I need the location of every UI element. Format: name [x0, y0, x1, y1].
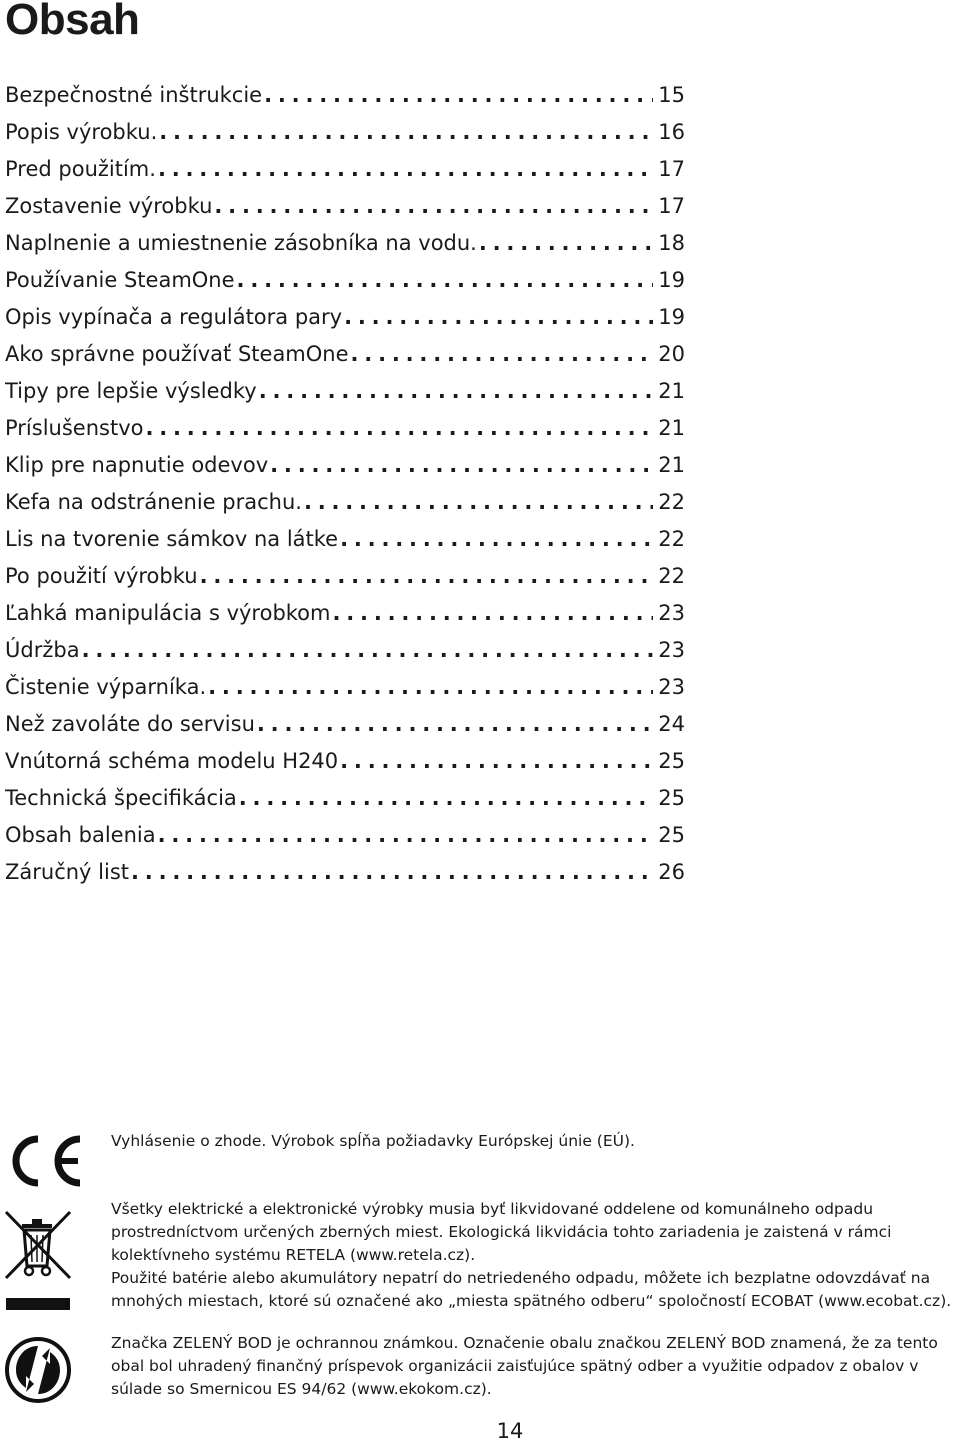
weee-disposal-notice	[111, 1198, 956, 1313]
green-dot-notice-line: Značka ZELENÝ BOD je ochrannou známkou. Označenie obalu značkou ZELENÝ BOD znamená, že za tento	[111, 1334, 938, 1352]
toc-entry-page: 25	[658, 749, 685, 773]
green-dot-notice	[111, 1332, 956, 1401]
table-of-contents	[5, 77, 685, 891]
dot-leader	[131, 854, 653, 891]
green-dot-notice-line: obal bol uhradený finančný príspevok organizácii zaisťujúce spätný odber a využitie odpadov z obalov v	[111, 1357, 919, 1375]
toc-entry-page: 19	[658, 305, 685, 329]
toc-entry-title: Bezpečnostné inštrukcie	[5, 83, 263, 107]
dot-leader	[257, 706, 653, 743]
toc-entry	[5, 410, 685, 447]
toc-entry-title: Naplnenie a umiestnenie zásobníka na vodu.	[5, 231, 477, 255]
toc-entry-page: 23	[658, 638, 685, 662]
toc-entry-title: Popis výrobku.	[5, 120, 158, 144]
toc-entry-page: 23	[658, 601, 685, 625]
ce-declaration-text: Vyhlásenie o zhode. Výrobok spĺňa požiadavky Európskej únie (EÚ).	[111, 1132, 635, 1150]
toc-entry-page: 19	[658, 268, 685, 292]
toc-entry-page: 16	[658, 120, 685, 144]
toc-entry-page: 18	[658, 231, 685, 255]
green-dot-notice-line: súlade so Smernicou ES 94/62 (www.ekokom.cz).	[111, 1380, 492, 1398]
toc-entry-page: 17	[658, 157, 685, 181]
dot-leader	[264, 77, 653, 114]
weee-notice-line: Všetky elektrické a elektronické výrobky musia byť likvidované oddelene od komunálneho odpadu	[111, 1200, 874, 1218]
toc-entry-title: Ako správne používať SteamOne	[5, 342, 349, 366]
weee-notice-line: kolektívneho systému RETELA (www.retela.cz).	[111, 1246, 476, 1264]
toc-entry-title: Používanie SteamOne	[5, 268, 235, 292]
toc-entry-page: 21	[658, 379, 685, 403]
toc-entry	[5, 595, 685, 632]
toc-entry-title: Klip pre napnutie odevov	[5, 453, 269, 477]
toc-entry-page: 25	[658, 823, 685, 847]
page-number: 14	[496, 1419, 524, 1443]
toc-entry-page: 26	[658, 860, 685, 884]
toc-entry-page: 24	[658, 712, 685, 736]
toc-entry-title: Než zavoláte do servisu	[5, 712, 255, 736]
toc-entry	[5, 373, 685, 410]
toc-entry	[5, 484, 685, 521]
toc-entry	[5, 151, 685, 188]
toc-entry-title: Po použití výrobku	[5, 564, 198, 588]
ce-declaration	[111, 1130, 956, 1153]
toc-entry-title: Technická špecifikácia	[5, 786, 237, 810]
toc-entry	[5, 706, 685, 743]
dot-leader	[82, 632, 653, 669]
toc-entry	[5, 558, 685, 595]
toc-entry-title: Obsah balenia	[5, 823, 156, 847]
toc-entry	[5, 77, 685, 114]
toc-entry	[5, 669, 685, 706]
weee-notice-line: Použité batérie alebo akumulátory nepatrí do netriedeného odpadu, môžete ich bezplatne odovzdávať na	[111, 1269, 931, 1287]
toc-entry-title: Tipy pre lepšie výsledky	[5, 379, 257, 403]
dot-leader	[333, 595, 654, 632]
toc-entry	[5, 299, 685, 336]
dot-leader	[158, 151, 653, 188]
toc-entry-page: 15	[658, 83, 685, 107]
toc-entry-page: 21	[658, 416, 685, 440]
dot-leader	[237, 262, 653, 299]
dot-leader	[304, 484, 653, 521]
toc-entry-page: 22	[658, 527, 685, 551]
toc-entry-page: 25	[658, 786, 685, 810]
dot-leader	[344, 299, 653, 336]
dot-leader	[159, 114, 653, 151]
toc-entry	[5, 447, 685, 484]
toc-entry	[5, 521, 685, 558]
toc-entry	[5, 114, 685, 151]
toc-entry-page: 22	[658, 564, 685, 588]
toc-entry-title: Záručný list	[5, 860, 130, 884]
toc-entry	[5, 262, 685, 299]
crossed-out-wheelie-bin-icon	[4, 1210, 72, 1312]
toc-entry	[5, 780, 685, 817]
dot-leader	[259, 373, 653, 410]
toc-entry	[5, 854, 685, 891]
toc-entry-title: Ľahká manipulácia s výrobkom	[5, 601, 331, 625]
toc-entry	[5, 632, 685, 669]
dot-leader	[200, 558, 653, 595]
dot-leader	[214, 188, 653, 225]
green-dot-icon	[4, 1336, 72, 1404]
toc-entry-title: Opis vypínača a regulátora pary	[5, 305, 343, 329]
dot-leader	[158, 817, 653, 854]
dot-leader	[340, 743, 653, 780]
toc-entry	[5, 225, 685, 262]
ce-mark-icon	[4, 1133, 82, 1189]
toc-entry-title: Údržba	[5, 638, 80, 662]
weee-notice-line: mnohých miestach, ktoré sú označené ako „miesta spätného odberu“ spoločností ECOBAT (www.ecobat.cz).	[111, 1292, 952, 1310]
toc-entry-page: 22	[658, 490, 685, 514]
toc-entry-title: Vnútorná schéma modelu H240	[5, 749, 339, 773]
toc-entry	[5, 743, 685, 780]
dot-leader	[340, 521, 653, 558]
toc-entry	[5, 188, 685, 225]
toc-entry	[5, 817, 685, 854]
toc-entry-title: Lis na tvorenie sámkov na látke	[5, 527, 339, 551]
toc-entry-page: 23	[658, 675, 685, 699]
toc-entry-page: 20	[658, 342, 685, 366]
dot-leader	[145, 410, 653, 447]
toc-entry-page: 21	[658, 453, 685, 477]
toc-entry-title: Čistenie výparníka.	[5, 675, 207, 699]
toc-entry-page: 17	[658, 194, 685, 218]
toc-entry-title: Zostavenie výrobku	[5, 194, 213, 218]
page-title: Obsah	[5, 0, 140, 44]
dot-leader	[270, 447, 653, 484]
dot-leader	[208, 669, 653, 706]
dot-leader	[351, 336, 653, 373]
toc-entry-title: Kefa na odstránenie prachu.	[5, 490, 302, 514]
dot-leader	[239, 780, 653, 817]
toc-entry	[5, 336, 685, 373]
toc-entry-title: Príslušenstvo	[5, 416, 144, 440]
weee-notice-line: prostredníctvom určených zberných miest. Ekologická likvidácia tohto zariadenia je zaistená v rámci	[111, 1223, 892, 1241]
toc-entry-title: Pred použitím.	[5, 157, 156, 181]
dot-leader	[479, 225, 653, 262]
